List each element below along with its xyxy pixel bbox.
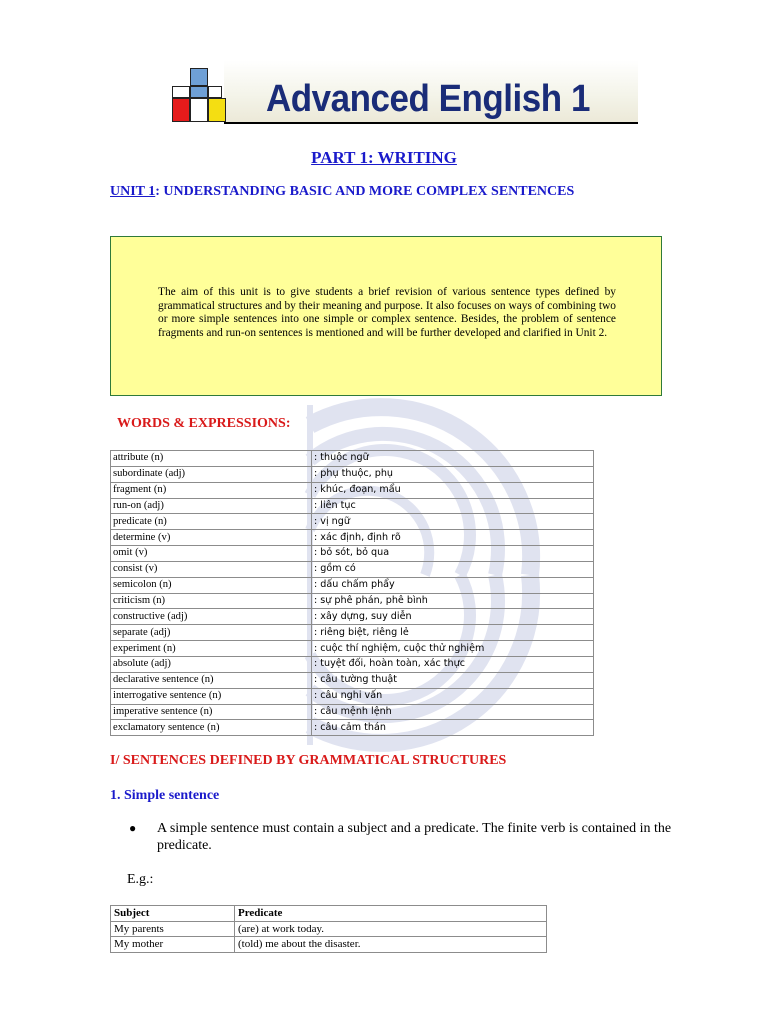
- unit-heading: [110, 184, 574, 200]
- table-row: [111, 720, 594, 736]
- term-cell: predicate (n): [111, 514, 312, 530]
- header-cell: Predicate: [235, 906, 547, 922]
- translation-cell: : câu mệnh lệnh: [312, 704, 594, 720]
- example-label: E.g.:: [127, 872, 154, 887]
- table-row: [111, 466, 594, 482]
- table-row: [111, 704, 594, 720]
- aim-text: The aim of this unit is to give students a brief revision of various sentence types defined by grammatical structures and by their meaning and purpose. It also focuses on ways of combining two or more simple sentences into one simple or complex sentence. Besides, the problem of sentence fragments and run-on sentences is mentioned and will be further developed and clarified in Unit 2.: [158, 286, 616, 339]
- translation-cell: : cuộc thí nghiệm, cuộc thử nghiệm: [312, 641, 594, 657]
- part-title: PART 1: WRITING: [311, 148, 457, 167]
- table-row: [111, 530, 594, 546]
- table-row: [111, 688, 594, 704]
- table-row: [111, 609, 594, 625]
- table-header-row: [111, 906, 547, 922]
- translation-cell: : riêng biệt, riêng lẻ: [312, 625, 594, 641]
- translation-cell: : bỏ sót, bỏ qua: [312, 546, 594, 562]
- subject-cell: My parents: [111, 921, 235, 937]
- term-cell: subordinate (adj): [111, 466, 312, 482]
- vocabulary-table: [110, 450, 594, 736]
- translation-cell: : câu tường thuật: [312, 672, 594, 688]
- translation-cell: : gồm có: [312, 561, 594, 577]
- term-cell: consist (v): [111, 561, 312, 577]
- header-cell: Subject: [111, 906, 235, 922]
- logo-square-red: [172, 98, 190, 122]
- term-cell: semicolon (n): [111, 577, 312, 593]
- unit-link[interactable]: UNIT 1: [110, 184, 156, 199]
- term-cell: experiment (n): [111, 641, 312, 657]
- translation-cell: : vị ngữ: [312, 514, 594, 530]
- section-heading: I/ SENTENCES DEFINED BY GRAMMATICAL STRUCTURES: [110, 753, 507, 768]
- logo-square-outline: [190, 98, 208, 122]
- translation-cell: : khúc, đoạn, mẩu: [312, 482, 594, 498]
- term-cell: determine (v): [111, 530, 312, 546]
- bullet-dot-icon: ●: [129, 821, 137, 835]
- translation-cell: : phụ thuộc, phụ: [312, 466, 594, 482]
- table-row: [111, 672, 594, 688]
- table-row: [111, 451, 594, 467]
- logo-title: Advanced English 1: [266, 78, 590, 120]
- translation-cell: : xây dựng, suy diễn: [312, 609, 594, 625]
- term-cell: attribute (n): [111, 451, 312, 467]
- term-cell: omit (v): [111, 546, 312, 562]
- table-row: [111, 625, 594, 641]
- table-row: [111, 514, 594, 530]
- term-cell: separate (adj): [111, 625, 312, 641]
- term-cell: exclamatory sentence (n): [111, 720, 312, 736]
- logo-square-outline: [172, 86, 190, 98]
- predicate-cell: (are) at work today.: [235, 921, 547, 937]
- subject-cell: My mother: [111, 937, 235, 953]
- term-cell: absolute (adj): [111, 656, 312, 672]
- bullet-text: A simple sentence must contain a subject and a predicate. The finite verb is contained in the predicate.: [157, 821, 672, 853]
- logo-square-outline: [208, 86, 222, 98]
- term-cell: imperative sentence (n): [111, 704, 312, 720]
- logo-square-yellow: [208, 98, 226, 122]
- term-cell: criticism (n): [111, 593, 312, 609]
- subsection-heading: 1. Simple sentence: [110, 788, 220, 803]
- translation-cell: : tuyệt đối, hoàn toàn, xác thực: [312, 656, 594, 672]
- logo: [168, 60, 638, 128]
- table-row: [111, 498, 594, 514]
- translation-cell: : sự phê phán, phê bình: [312, 593, 594, 609]
- translation-cell: : xác định, định rõ: [312, 530, 594, 546]
- table-row: [111, 656, 594, 672]
- table-row: [111, 593, 594, 609]
- translation-cell: : thuộc ngữ: [312, 451, 594, 467]
- translation-cell: : liên tục: [312, 498, 594, 514]
- words-heading: WORDS & EXPRESSIONS:: [117, 416, 291, 431]
- logo-square-blue: [190, 68, 208, 86]
- logo-underline: [224, 122, 638, 124]
- translation-cell: : dấu chấm phẩy: [312, 577, 594, 593]
- unit-title: : UNDERSTANDING BASIC AND MORE COMPLEX SENTENCES: [155, 184, 575, 199]
- table-row: [111, 641, 594, 657]
- term-cell: fragment (n): [111, 482, 312, 498]
- table-row: [111, 561, 594, 577]
- term-cell: run-on (adj): [111, 498, 312, 514]
- translation-cell: : câu nghi vấn: [312, 688, 594, 704]
- translation-cell: : câu cảm thán: [312, 720, 594, 736]
- predicate-cell: (told) me about the disaster.: [235, 937, 547, 953]
- aim-box: [110, 236, 662, 396]
- example-table: [110, 905, 547, 953]
- table-row: [111, 577, 594, 593]
- term-cell: interrogative sentence (n): [111, 688, 312, 704]
- table-row: [111, 937, 547, 953]
- table-row: [111, 921, 547, 937]
- table-row: [111, 546, 594, 562]
- logo-square-blue: [190, 86, 208, 98]
- term-cell: constructive (adj): [111, 609, 312, 625]
- term-cell: declarative sentence (n): [111, 672, 312, 688]
- table-row: [111, 482, 594, 498]
